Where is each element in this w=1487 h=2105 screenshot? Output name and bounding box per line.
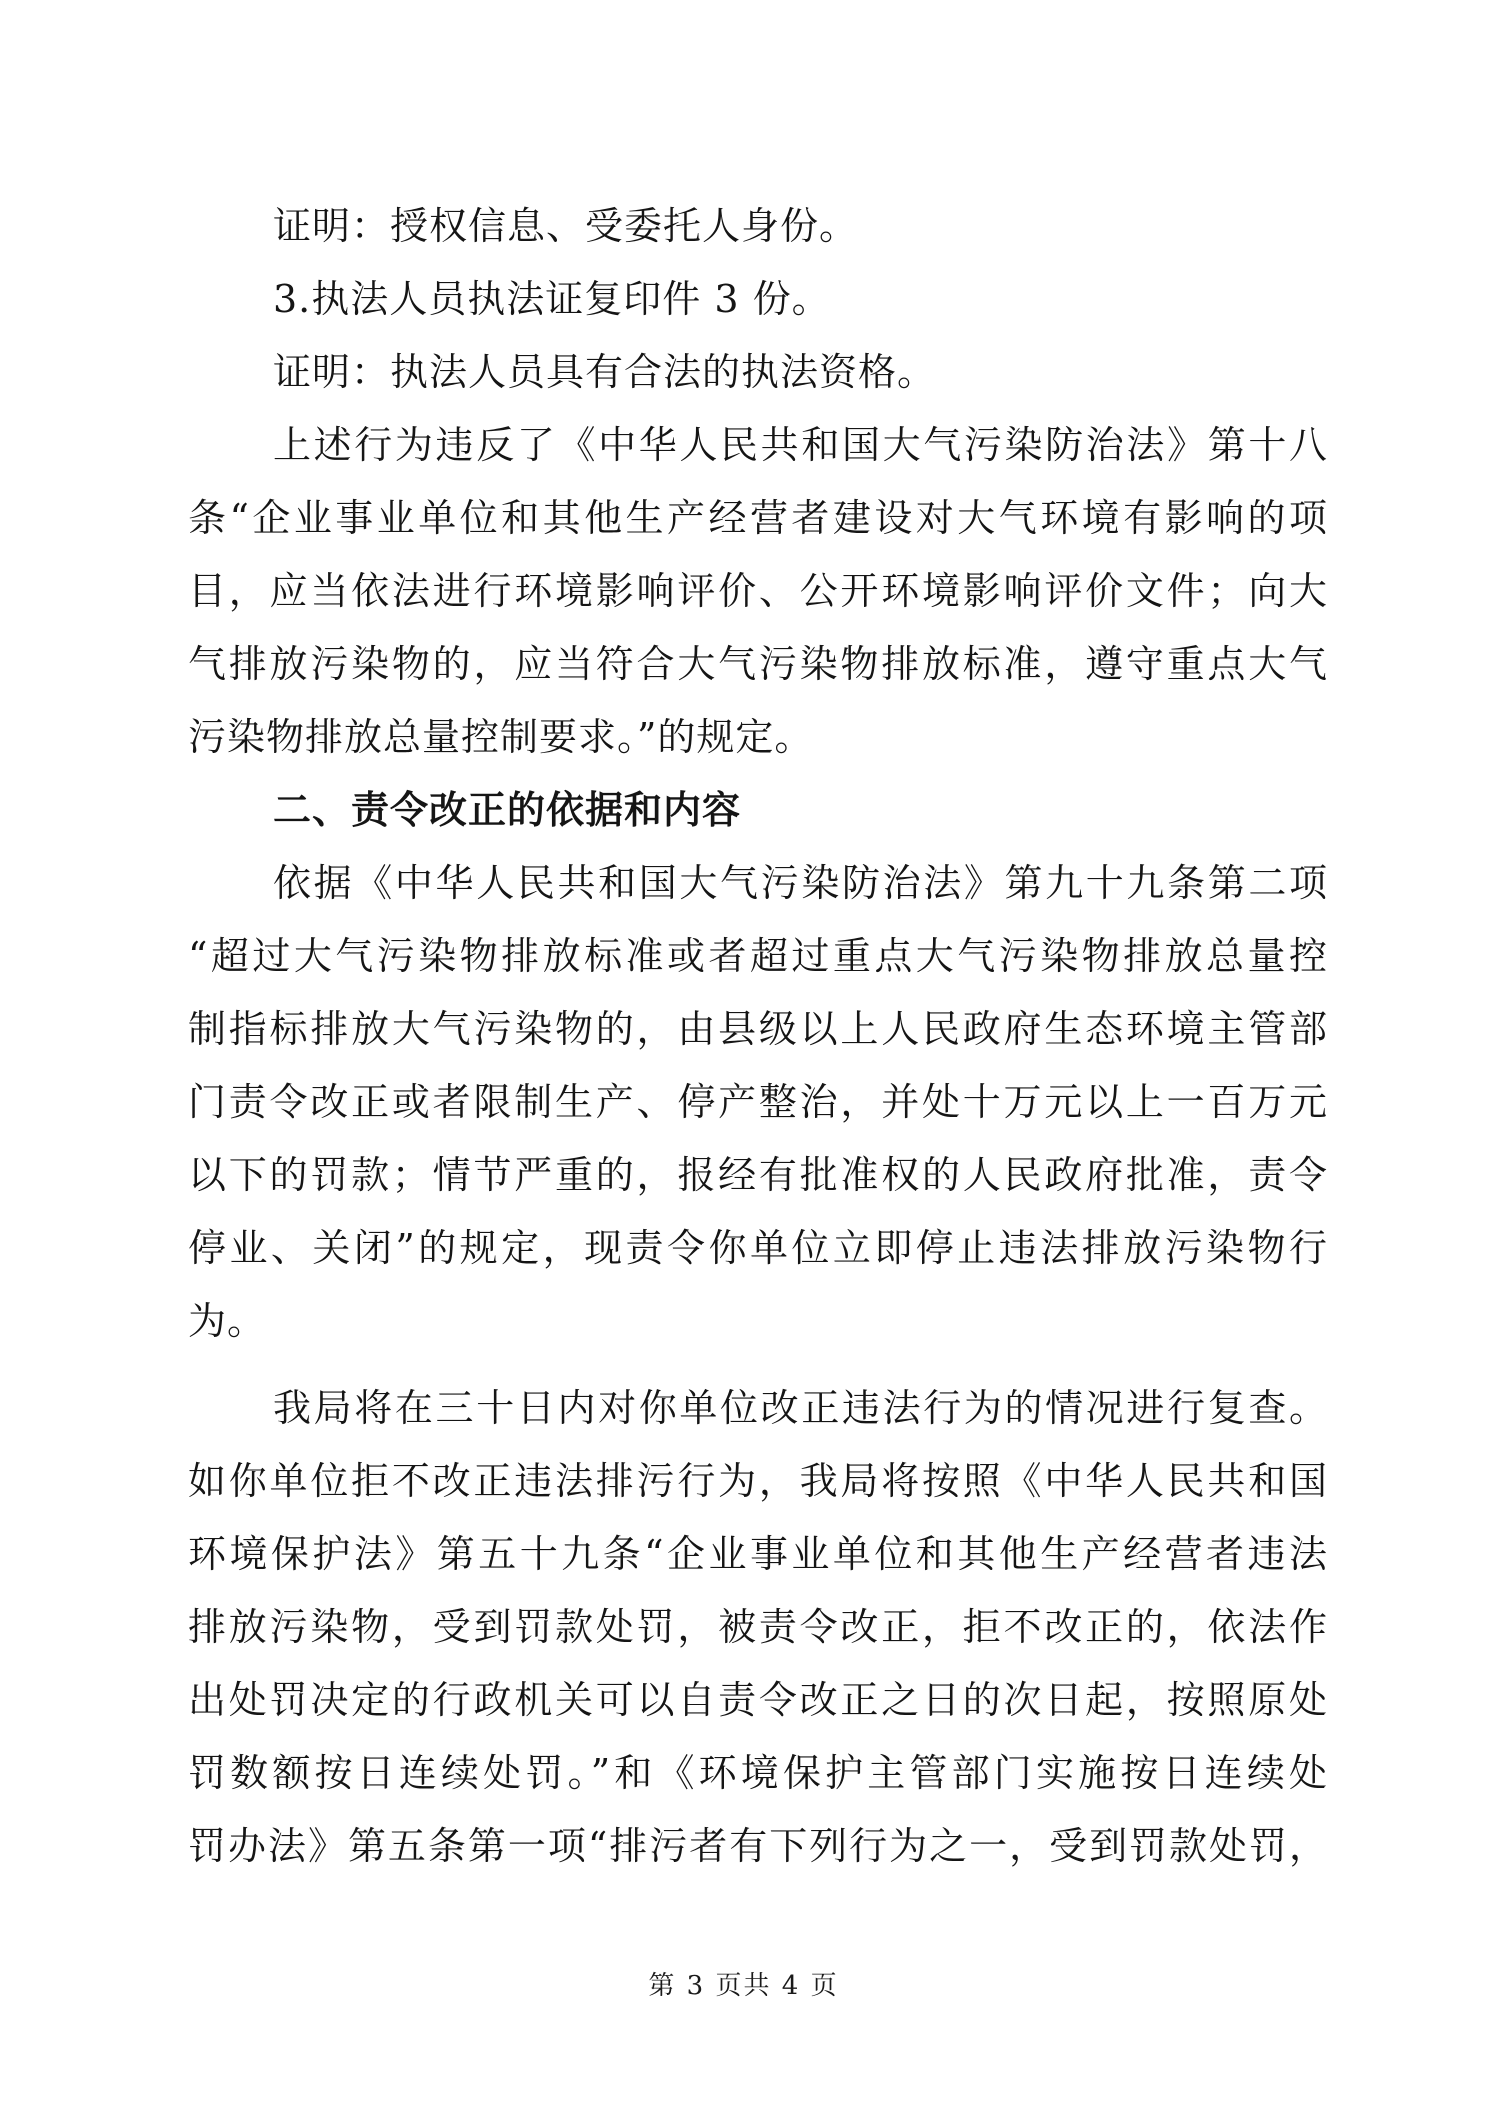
review-paragraph-line: 排放污染物，受到罚款处罚，被责令改正，拒不改正的，依法作 [188, 1605, 1328, 1649]
review-paragraph-line: 罚数额按日连续处罚。”和《环境保护主管部门实施按日连续处 [188, 1751, 1328, 1795]
basis-paragraph-line: 以下的罚款；情节严重的，报经有批准权的人民政府批准，责令 [188, 1153, 1328, 1197]
violation-paragraph-line: 目，应当依法进行环境影响评价、公开环境影响评价文件；向大 [188, 569, 1328, 613]
review-paragraph-line: 罚办法》第五条第一项“排污者有下列行为之一，受到罚款处罚， [188, 1824, 1328, 1868]
review-paragraph-line: 我局将在三十日内对你单位改正违法行为的情况进行复查。 [273, 1386, 1328, 1430]
proof-qualification: 证明：执法人员具有合法的执法资格。 [273, 350, 937, 394]
proof-authorization: 证明：授权信息、受委托人身份。 [273, 204, 859, 248]
basis-paragraph-line: 门责令改正或者限制生产、停产整治，并处十万元以上一百万元 [188, 1080, 1328, 1124]
basis-paragraph-line: 为。 [188, 1299, 267, 1343]
violation-paragraph-line: 气排放污染物的，应当符合大气污染物排放标准，遵守重点大气 [188, 642, 1328, 686]
document-body [188, 190, 1328, 1883]
review-paragraph-line: 出处罚决定的行政机关可以自责令改正之日的次日起，按照原处 [188, 1678, 1328, 1722]
violation-paragraph-line: 上述行为违反了《中华人民共和国大气污染防治法》第十八 [273, 423, 1328, 467]
basis-paragraph-line: 制指标排放大气污染物的，由县级以上人民政府生态环境主管部 [188, 1007, 1328, 1051]
basis-paragraph-line: “超过大气污染物排放标准或者超过重点大气污染物排放总量控 [188, 934, 1328, 978]
review-paragraph-line: 环境保护法》第五十九条“企业事业单位和其他生产经营者违法 [188, 1532, 1328, 1576]
page-number: 第 3 页共 4 页 [648, 1971, 839, 2001]
basis-paragraph-line: 依据《中华人民共和国大气污染防治法》第九十九条第二项 [273, 861, 1328, 905]
section-heading: 二、责令改正的依据和内容 [273, 788, 742, 832]
review-paragraph-line: 如你单位拒不改正违法排污行为，我局将按照《中华人民共和国 [188, 1459, 1328, 1503]
basis-paragraph-line: 停业、关闭”的规定，现责令你单位立即停止违法排放污染物行 [188, 1226, 1328, 1270]
violation-paragraph-line: 条“企业事业单位和其他生产经营者建设对大气环境有影响的项 [188, 496, 1328, 540]
evidence-item-3: 3.执法人员执法证复印件 3 份。 [273, 277, 831, 321]
violation-paragraph-line: 污染物排放总量控制要求。”的规定。 [188, 715, 814, 759]
